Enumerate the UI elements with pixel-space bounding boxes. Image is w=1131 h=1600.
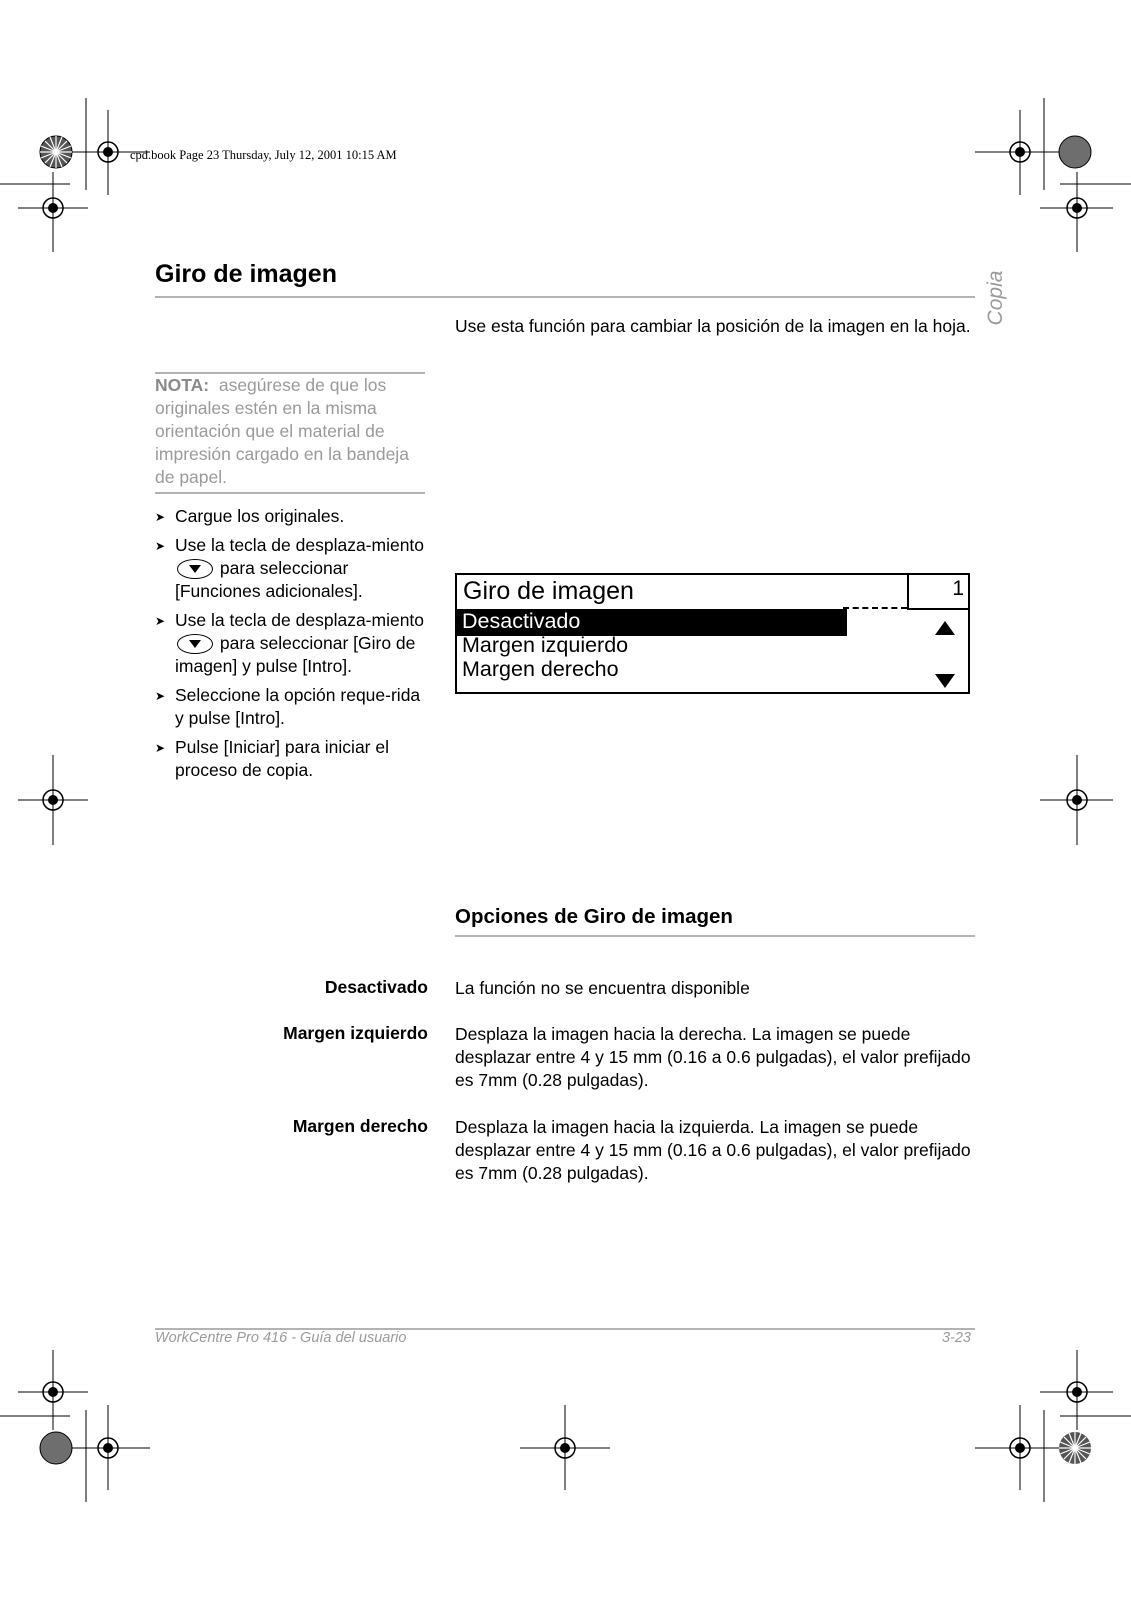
title-divider — [155, 296, 975, 298]
lcd-selected-label: Desactivado — [462, 609, 581, 633]
options-section-title: Opciones de Giro de imagen — [455, 905, 733, 928]
bullet-arrow-icon: ➤ — [155, 539, 166, 553]
step-text: para seleccionar [Giro de imagen] y pulse [Intro]. — [175, 633, 416, 676]
note-text: asegúrese de que los originales estén en la misma orientación que el material de impresión cargado en la bandeja de papel. — [155, 375, 409, 487]
lcd-display-illustration — [455, 573, 970, 694]
option-label: Margen izquierdo — [283, 1023, 428, 1043]
lcd-page-number: 1 — [952, 577, 964, 600]
step-item — [155, 684, 430, 730]
step-text: para seleccionar [Funciones adicionales]. — [175, 558, 363, 601]
bullet-arrow-icon: ➤ — [155, 741, 166, 755]
lcd-option: Margen derecho — [462, 657, 619, 681]
intro-paragraph: Use esta función para cambiar la posición de la imagen en la hoja. — [455, 316, 971, 336]
note-box — [155, 372, 425, 494]
scroll-key-icon — [177, 634, 213, 654]
arrow-down-icon — [935, 674, 955, 688]
bullet-arrow-icon: ➤ — [155, 510, 166, 524]
lcd-title: Giro de imagen — [463, 577, 634, 605]
step-text: Use la tecla de desplaza-miento — [175, 610, 425, 630]
arrow-up-icon — [935, 621, 955, 635]
bullet-arrow-icon: ➤ — [155, 614, 166, 628]
step-item — [155, 609, 430, 678]
procedure-steps — [155, 505, 430, 788]
lcd-option: Margen izquierdo — [462, 633, 629, 657]
footer-doc-title: WorkCentre Pro 416 - Guía del usuario — [155, 1330, 407, 1346]
step-item — [155, 534, 430, 603]
bullet-arrow-icon: ➤ — [155, 689, 166, 703]
lcd-selected-option — [457, 609, 847, 636]
step-text: Pulse [Iniciar] para iniciar el proceso de copia. — [175, 737, 389, 780]
step-item — [155, 736, 430, 782]
option-description: La función no se encuentra disponible — [455, 978, 750, 998]
step-text: Seleccione la opción reque-rida y pulse [Intro]. — [175, 685, 421, 728]
option-label: Desactivado — [324, 977, 428, 997]
footer-page-number: 3-23 — [941, 1330, 971, 1346]
scroll-key-icon — [177, 559, 213, 579]
step-text: Cargue los originales. — [175, 506, 345, 526]
print-header-stamp: cpd.book Page 23 Thursday, July 12, 2001 10:15 AM — [130, 148, 397, 162]
options-section-divider — [455, 935, 975, 937]
option-label: Margen derecho — [292, 1116, 428, 1136]
lcd-page-box — [907, 573, 970, 610]
side-tab-label: Copia — [984, 270, 1007, 326]
option-description: Desplaza la imagen hacia la derecha. La imagen se puede desplazar entre 4 y 15 mm (0.16 a 0.6 pulgadas), el valor prefijado es 7mm (0.28 pulgadas). — [455, 1024, 971, 1090]
lcd-dashed-line — [843, 607, 907, 609]
step-item — [155, 505, 430, 528]
section-side-tab — [984, 266, 1008, 330]
note-label: NOTA: — [155, 375, 210, 395]
option-description: Desplaza la imagen hacia la izquierda. La imagen se puede desplazar entre 4 y 15 mm (0.16 a 0.6 pulgadas), el valor prefijado es 7mm (0.28 pulgadas). — [455, 1117, 971, 1183]
step-text: Use la tecla de desplaza-miento — [175, 535, 425, 555]
page-title: Giro de imagen — [155, 260, 337, 288]
